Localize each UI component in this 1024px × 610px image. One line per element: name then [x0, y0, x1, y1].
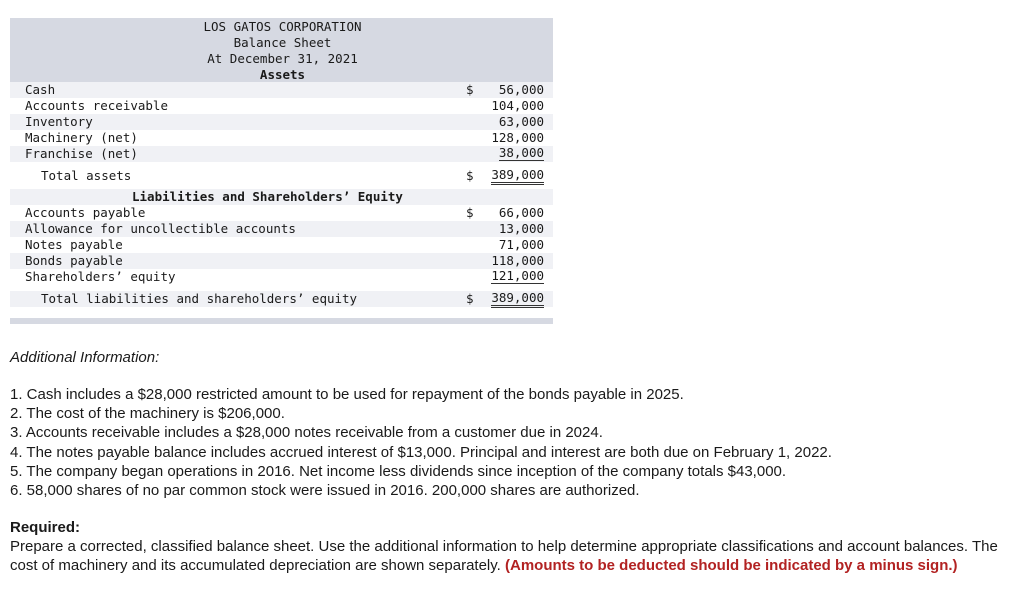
- row-amount: 13,000: [498, 221, 544, 236]
- total-assets-row: [10, 168, 553, 184]
- row-amount: 104,000: [491, 98, 544, 113]
- row-label: Notes payable: [25, 237, 123, 252]
- row-amount: 63,000: [498, 114, 544, 129]
- table-footer-bar: [10, 318, 553, 324]
- row-label: Franchise (net): [25, 146, 138, 161]
- total-label: Total assets: [41, 168, 132, 183]
- total-liabilities-row: [10, 291, 553, 307]
- list-item: 6. 58,000 shares of no par common stock were issued in 2016. 200,000 shares are authorized.: [10, 482, 640, 500]
- statement-date: At December 31, 2021: [207, 51, 358, 66]
- dollar-sign: $: [466, 82, 474, 97]
- total-label: Total liabilities and shareholders’ equity: [41, 291, 358, 306]
- additional-info-list: [10, 385, 832, 500]
- additional-info-heading: Additional Information:: [10, 349, 160, 366]
- row-amount: 118,000: [491, 253, 544, 268]
- table-row: [10, 237, 553, 253]
- row-label: Machinery (net): [25, 130, 138, 145]
- dollar-sign: $: [466, 168, 474, 183]
- balance-sheet-table: [10, 18, 553, 324]
- table-row: [10, 82, 553, 98]
- row-amount: 128,000: [491, 130, 544, 145]
- row-label: Accounts receivable: [25, 98, 168, 113]
- table-row: [10, 269, 553, 285]
- table-row: [10, 146, 553, 162]
- assets-heading: Assets: [259, 67, 306, 82]
- list-item: 3. Accounts receivable includes a $28,000 notes receivable from a customer due in 2024.: [10, 424, 603, 442]
- required-heading: Required:: [10, 519, 81, 536]
- row-amount: 121,000: [491, 268, 544, 283]
- row-amount: 38,000: [498, 145, 544, 160]
- row-label: Cash: [25, 82, 56, 97]
- dollar-sign: $: [466, 205, 474, 220]
- table-row: [10, 253, 553, 269]
- row-label: Accounts payable: [25, 205, 146, 220]
- table-row: [10, 98, 553, 114]
- row-label: Shareholders’ equity: [25, 269, 176, 284]
- liabilities-heading-row: [10, 189, 553, 205]
- table-row: [10, 205, 553, 221]
- required-note: (Amounts to be deducted should be indicated by a minus sign.): [505, 557, 958, 574]
- row-amount: 71,000: [498, 237, 544, 252]
- table-row: [10, 221, 553, 237]
- statement-title: Balance Sheet: [233, 35, 332, 50]
- liabilities-heading: Liabilities and Shareholders’ Equity: [132, 189, 403, 204]
- table-row: [10, 114, 553, 130]
- total-amount: 389,000: [491, 168, 544, 185]
- company-name: LOS GATOS CORPORATION: [203, 19, 362, 34]
- list-item: 5. The company began operations in 2016. Net income less dividends since inception of the company totals $43,000.: [10, 462, 787, 480]
- list-item: 4. The notes payable balance includes accrued interest of $13,000. Principal and interest are both due on February 1, 2022.: [10, 443, 832, 461]
- row-label: Allowance for uncollectible accounts: [25, 221, 296, 236]
- list-item: 1. Cash includes a $28,000 restricted amount to be used for repayment of the bonds payable in 2025.: [10, 386, 684, 403]
- dollar-sign: $: [466, 291, 474, 306]
- table-row: [10, 130, 553, 146]
- required-instructions: [10, 537, 1018, 575]
- required-text: Prepare a corrected, classified balance sheet. Use the additional information to help determine appropriate classifications and account balances. The cost of machinery and its accumulated depreciation are shown separately.: [10, 538, 998, 574]
- row-label: Inventory: [25, 114, 93, 129]
- list-item: 2. The cost of the machinery is $206,000.: [10, 405, 285, 423]
- row-amount: 66,000: [498, 205, 544, 220]
- total-amount: 389,000: [491, 291, 544, 308]
- row-label: Bonds payable: [25, 253, 123, 268]
- row-amount: 56,000: [498, 82, 544, 97]
- balance-sheet-header: [10, 18, 553, 82]
